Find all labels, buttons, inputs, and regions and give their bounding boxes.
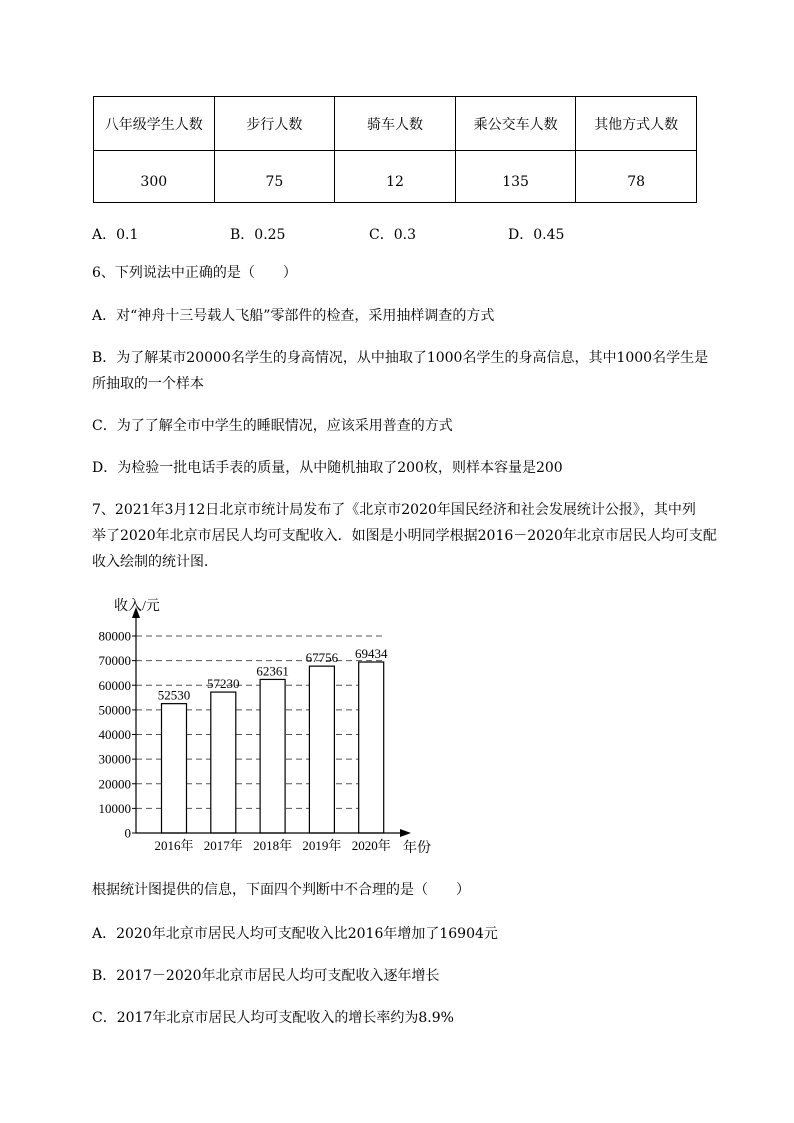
table-cell: 135 (455, 151, 576, 203)
q5-option-c: C．0.3 (369, 227, 416, 243)
q5-option-d: D．0.45 (508, 227, 565, 243)
q5-option-b: B．0.25 (230, 227, 286, 243)
table-cell: 75 (214, 151, 335, 203)
table-cell: 300 (94, 151, 215, 203)
y-tick-label: 80000 (98, 628, 131, 644)
bar-value-label: 57230 (207, 676, 240, 692)
q5-option-a: A．0.1 (92, 227, 139, 243)
q7-option-a: A．2020年北京市居民人均可支配收入比2016年增加了16904元 (92, 926, 498, 942)
y-axis-ticks (99, 629, 137, 841)
bar-value-label: 52530 (157, 687, 191, 703)
income-bar-chart (80, 588, 450, 863)
table-cell: 78 (576, 151, 697, 203)
bar-2018 (260, 679, 285, 833)
table-header-cell: 其他方式人数 (576, 97, 697, 151)
q6-option-c: C．为了了解全市中学生的睡眠情况，应该采用普查的方式 (92, 418, 453, 434)
y-tick-label: 70000 (98, 653, 131, 669)
survey-table (93, 96, 697, 203)
chart-bars (162, 662, 384, 833)
bar-value-label: 69434 (354, 646, 388, 662)
bar-value-label: 62361 (256, 663, 289, 679)
q7-option-c: C．2017年北京市居民人均可支配收入的增长率约为8.9% (92, 1010, 454, 1026)
y-tick-label: 0 (124, 825, 131, 841)
table-header-cell: 乘公交车人数 (455, 97, 576, 151)
q7-stem-line2: 举了2020年北京市居民人均可支配收入．如图是小明同学根据2016－2020年北京市居民人均可支配 (92, 528, 717, 544)
q7-question: 根据统计图提供的信息，下面四个判断中不合理的是（ ） (92, 882, 470, 898)
x-tick-label: 2017年 (203, 838, 243, 853)
y-tick-label: 50000 (98, 702, 131, 718)
table-header-cell: 步行人数 (214, 97, 335, 151)
x-axis-ticks (154, 838, 390, 853)
table-header-cell: 八年级学生人数 (94, 97, 215, 151)
q6-option-a: A．对“神舟十三号载人飞船”零部件的检查，采用抽样调查的方式 (92, 308, 495, 324)
x-tick-label: 2016年 (154, 838, 194, 853)
y-tick-label: 20000 (98, 776, 131, 792)
x-tick-label: 2020年 (351, 838, 391, 853)
q7-stem-line3: 收入绘制的统计图． (92, 554, 218, 570)
q7-option-b: B．2017－2020年北京市居民人均可支配收入逐年增长 (92, 968, 440, 984)
y-tick-label: 30000 (98, 751, 131, 767)
bar-2017 (211, 692, 236, 833)
q6-option-d: D．为检验一批电话手表的质量，从中随机抽取了200枚，则样本容量是200 (92, 460, 563, 476)
x-axis-label: 年份 (403, 841, 431, 856)
table-header-cell: 骑车人数 (335, 97, 456, 151)
bar-2019 (309, 666, 334, 833)
y-tick-label: 10000 (98, 800, 131, 816)
table-row (94, 151, 697, 203)
x-tick-label: 2018年 (253, 838, 293, 853)
table-cell: 12 (335, 151, 456, 203)
q7-stem-line1: 7、2021年3月12日北京市统计局发布了《北京市2020年国民经济和社会发展统计公报》，其中列 (92, 502, 696, 518)
table-header-row (94, 97, 697, 151)
q6-option-b: B．为了解某市20000名学生的身高情况，从中抽取了1000名学生的身高信息，其中1000名学生是 (92, 350, 709, 366)
q6-stem: 6、下列说法中正确的是（ ） (92, 265, 297, 281)
x-axis-arrow (400, 829, 411, 837)
bar-2020 (359, 662, 384, 833)
y-tick-label: 40000 (98, 727, 131, 742)
bar-2016 (162, 704, 187, 833)
y-tick-label: 60000 (98, 677, 131, 693)
y-axis-label: 收入/元 (114, 599, 160, 614)
x-tick-label: 2019年 (302, 838, 342, 853)
bar-value-label: 67756 (305, 650, 339, 666)
q6-option-b-continued: 所抽取的一个样本 (92, 376, 204, 392)
